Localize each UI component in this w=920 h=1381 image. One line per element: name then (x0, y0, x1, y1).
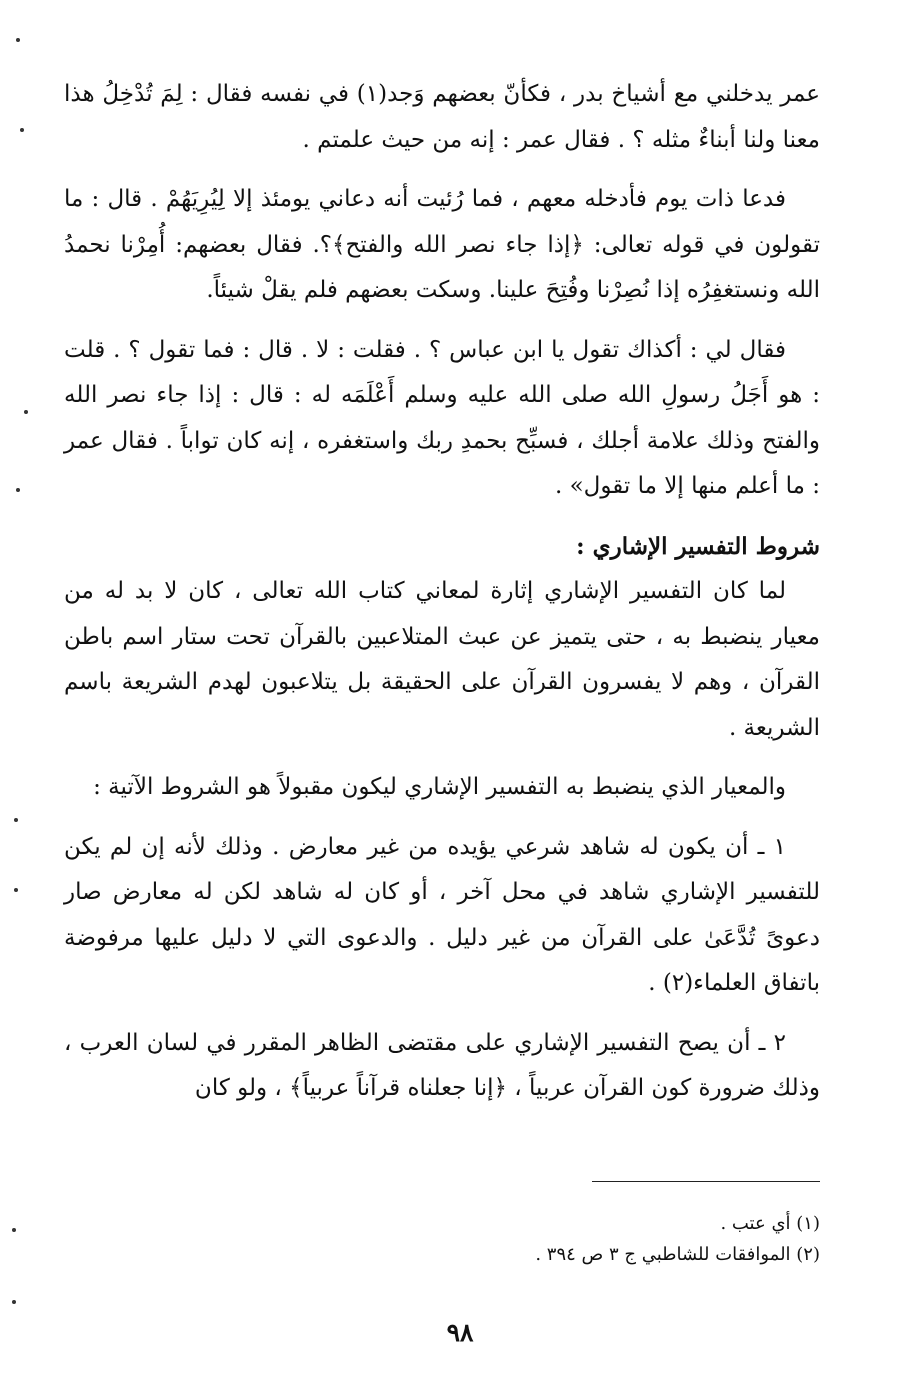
footnote: (٢) الموافقات للشاطبي ج ٣ ص ٣٩٤ . (535, 1244, 820, 1265)
paragraph: عمر يدخلني مع أشياخ بدر ، فكأنّ بعضهم وَجد(١) في نفسه فقال : لِمَ تُدْخِلُ هذا معنا ولنا أبناءٌ مثله ؟ . فقال عمر : إنه من حيث علمتم . (64, 81, 820, 153)
paragraph: ٢ ـ أن يصح التفسير الإشاري على مقتضى الظاهر المقرر في لسان العرب ، وذلك ضرورة كون القرآن عربياً ، ﴿إنا جعلناه قرآناً عربياً﴾ ، ولو كان (64, 1029, 820, 1101)
paragraph: فدعا ذات يوم فأدخله معهم ، فما رُئيت أنه دعاني يومئذ إلا لِيُرِيَهُمْ . قال : ما تقولون في قوله تعالى: ﴿إذا جاء نصر الله والفتح﴾؟. فقال بعضهم: أُمِرْنا نحمدُ الله ونستغفِرُه إذا نُصِرْنا وفُتِحَ علينا. وسكت بعضهم فلم يقلْ شيئاً. (64, 186, 820, 303)
margin-mark (20, 128, 24, 132)
margin-mark (24, 410, 28, 414)
margin-mark (16, 488, 20, 492)
margin-mark (16, 38, 20, 42)
paragraph: والمعيار الذي ينضبط به التفسير الإشاري ليكون مقبولاً هو الشروط الآتية : (93, 774, 786, 800)
paragraph: ١ ـ أن يكون له شاهد شرعي يؤيده من غير معارض . وذلك لأنه إن لم يكن للتفسير الإشاري شاهد في محل آخر ، أو كان له شاهد لكن له معارض صار دعوىً تُدَّعَىٰ على القرآن من غير دليل . والدعوى التي لا دليل عليها مرفوضة باتفاق العلماء(٢) . (64, 833, 820, 996)
margin-mark (12, 1228, 16, 1232)
margin-mark (12, 1300, 16, 1304)
footnote-separator (592, 1181, 820, 1182)
page-number: ٩٨ (446, 1318, 474, 1347)
paragraph: فقال لي : أكذاك تقول يا ابن عباس ؟ . فقلت : لا . قال : فما تقول ؟ . قلت : هو أَجَلُ رسولِ الله صلى الله عليه وسلم أَعْلَمَه له : قال : إذا جاء نصر الله والفتح وذلك علامة أجلك ، فسبِّح بحمدِ ربك واستغفره ، إنه كان تواباً . فقال عمر : ما أعلم منها إلا ما تقول» . (64, 336, 821, 499)
footnotes (100, 1208, 820, 1270)
page-body (64, 72, 820, 1126)
footnote: (١) أي عتب . (720, 1213, 820, 1234)
margin-mark (14, 888, 18, 892)
section-heading: شروط التفسير الإشاري : (576, 532, 820, 560)
paragraph: لما كان التفسير الإشاري إثارة لمعاني كتاب الله تعالى ، كان لا بد له من معيار ينضبط به ، حتى يتميز عن عبث المتلاعبين بالقرآن تحت ستار اسم باطن القرآن ، وهم لا يفسرون القرآن على الحقيقة بل يتلاعبون لهدم الشريعة باسم الشريعة . (64, 578, 820, 741)
margin-mark (14, 818, 18, 822)
